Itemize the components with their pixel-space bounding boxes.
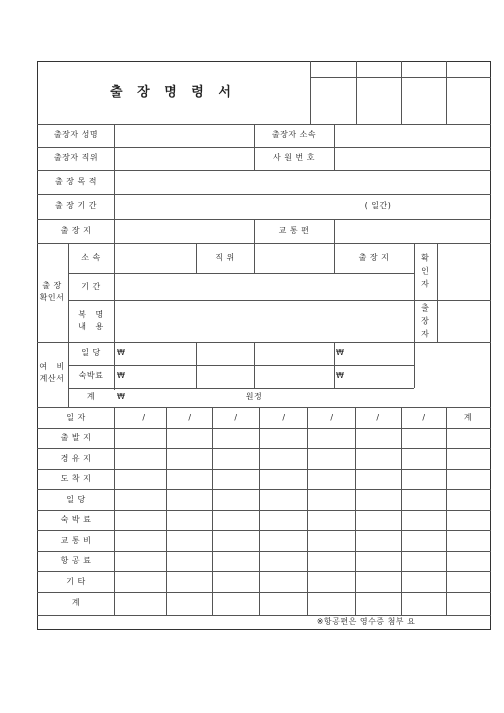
- col-line: [334, 342, 335, 388]
- col-line: [114, 124, 115, 243]
- date-slash: /: [422, 413, 426, 422]
- col-line: [166, 407, 167, 615]
- traveler-sign-label: 출장자: [421, 303, 429, 339]
- confirmer-label: 확인자: [421, 253, 429, 289]
- col-line: [355, 407, 356, 615]
- row-line: [68, 365, 414, 366]
- col-line: [334, 124, 335, 170]
- period-days-text: ( 일간): [364, 201, 392, 210]
- row-line: [37, 342, 491, 343]
- expense-total-label: 계: [86, 392, 96, 401]
- approval-divider: [310, 61, 311, 124]
- won-sign: ₩: [117, 371, 126, 380]
- col-line: [254, 219, 255, 243]
- confirm-section-label: 출 장 확인서: [39, 281, 65, 302]
- row-line: [37, 551, 491, 552]
- row-line: [37, 571, 491, 572]
- transport-fee-label: 교 통 비: [60, 536, 92, 545]
- col-line: [254, 243, 255, 273]
- row-line: [37, 592, 491, 593]
- period-label: 출 장 기 간: [54, 201, 98, 210]
- col-line: [68, 342, 69, 407]
- purpose-label: 출 장 목 적: [54, 177, 98, 186]
- arrival-label: 도 착 지: [60, 474, 92, 483]
- won-sign: ₩: [336, 348, 345, 357]
- row-line: [37, 407, 491, 408]
- row-line: [68, 300, 414, 301]
- detail-total-label: 계: [71, 598, 81, 607]
- date-slash: /: [188, 413, 192, 422]
- col-line: [401, 407, 402, 615]
- expense-section-label: 여 비 계산서: [39, 362, 65, 383]
- date-slash: /: [376, 413, 380, 422]
- row-line: [37, 448, 491, 449]
- won-sign: ₩: [117, 348, 126, 357]
- row-line: [68, 273, 414, 274]
- departure-label: 출 발 지: [60, 433, 92, 442]
- col-line: [334, 243, 335, 273]
- via-label: 경 유 지: [60, 454, 92, 463]
- won-unit-text: 원정: [245, 392, 263, 401]
- col-line: [414, 243, 415, 342]
- won-sign: ₩: [117, 392, 126, 401]
- confirm-duty-label: 복 명 내 용: [78, 310, 104, 331]
- confirm-place-label: 출 장 지: [358, 253, 390, 262]
- traveler-name-label: 출장자 성명: [53, 130, 99, 139]
- col-line: [259, 407, 260, 615]
- footnote: ※항공편은 영수증 첨부 요: [316, 617, 416, 626]
- row-line: [68, 388, 414, 389]
- daily-label: 일 당: [66, 495, 86, 504]
- date-slash: /: [330, 413, 334, 422]
- daily-allowance-label: 일 당: [81, 348, 101, 357]
- confirm-position-label: 직 위: [215, 253, 235, 262]
- date-slash: /: [282, 413, 286, 422]
- traveler-dept-label: 출장자 소속: [271, 130, 317, 139]
- col-line: [414, 342, 415, 388]
- lodging-label: 숙박료: [78, 371, 104, 380]
- place-label: 출 장 지: [60, 226, 92, 235]
- confirm-dept-label: 소 속: [81, 253, 101, 262]
- col-line: [446, 407, 447, 615]
- col-line: [307, 407, 308, 615]
- row-line: [37, 615, 491, 616]
- col-line: [254, 342, 255, 388]
- row-line: [37, 428, 491, 429]
- col-line: [437, 243, 438, 342]
- row-line: [37, 147, 491, 148]
- row-line: [37, 469, 491, 470]
- col-line: [114, 407, 115, 615]
- date-slash: /: [142, 413, 146, 422]
- col-line: [114, 243, 115, 390]
- date-row-label: 일 자: [66, 413, 86, 422]
- row-line: [37, 170, 491, 171]
- approval-divider: [446, 61, 447, 124]
- transport-label: 교 통 편: [278, 226, 310, 235]
- row-line: [37, 510, 491, 511]
- row-line: [37, 489, 491, 490]
- traveler-position-label: 출장자 직위: [53, 153, 99, 162]
- date-slash: /: [234, 413, 238, 422]
- confirm-period-label: 기 간: [81, 282, 101, 291]
- airfare-label: 항 공 료: [60, 556, 92, 565]
- approval-divider: [401, 61, 402, 124]
- row-line: [37, 243, 491, 244]
- other-label: 기 타: [66, 577, 86, 586]
- row-line: [37, 194, 491, 195]
- col-line: [196, 243, 197, 273]
- row-line: [37, 124, 491, 125]
- employee-no-label: 사 원 번 호: [272, 153, 316, 162]
- col-line: [254, 124, 255, 170]
- detail-total-column-label: 계: [463, 413, 473, 422]
- form-title: 출 장 명 령 서: [110, 85, 236, 100]
- won-sign: ₩: [336, 371, 345, 380]
- approval-divider: [356, 61, 357, 124]
- approval-header-line: [310, 77, 491, 78]
- col-line: [212, 407, 213, 615]
- row-line: [37, 530, 491, 531]
- col-line: [334, 219, 335, 243]
- col-line: [196, 342, 197, 388]
- lodging-fee-label: 숙 박 료: [60, 515, 92, 524]
- row-line: [37, 219, 491, 220]
